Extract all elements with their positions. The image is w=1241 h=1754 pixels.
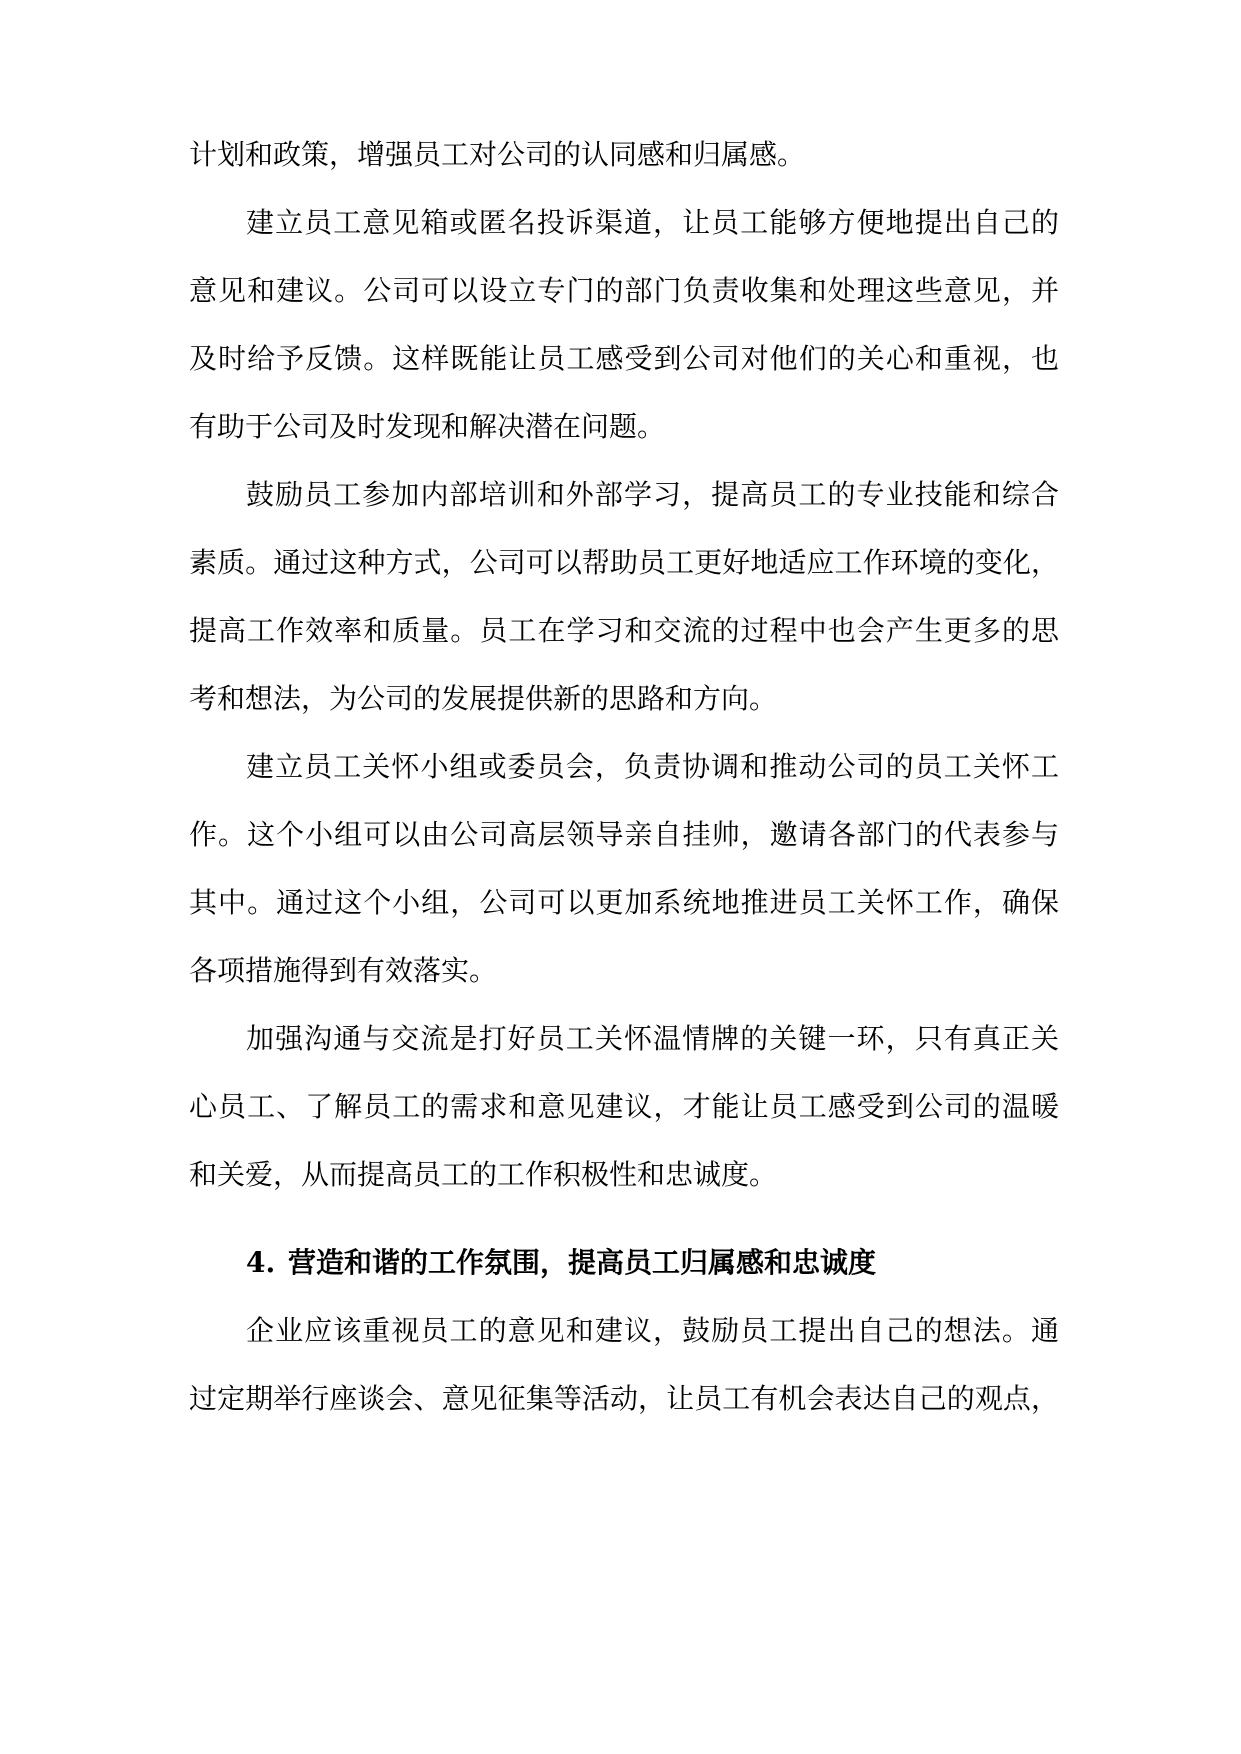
- paragraph-2-line-3: 及时给予反馈。这样既能让员工感受到公司对他们的关心和重视，也: [189, 342, 1059, 375]
- paragraph-3-line-3: 提高工作效率和质量。员工在学习和交流的过程中也会产生更多的思: [189, 614, 1059, 647]
- paragraph-4-line-2: 作。这个小组可以由公司高层领导亲自挂帅，邀请各部门的代表参与: [189, 818, 1059, 851]
- paragraph-4-line-1: 建立员工关怀小组或委员会，负责协调和推动公司的员工关怀工: [246, 750, 1059, 783]
- section-heading-text: 营造和谐的工作氛围，提高员工归属感和忠诚度: [288, 1246, 877, 1279]
- paragraph-4-line-4: 各项措施得到有效落实。: [189, 954, 498, 987]
- paragraph-3-line-4: 考和想法，为公司的发展提供新的思路和方向。: [189, 682, 778, 715]
- paragraph-1-line-1: 计划和政策，增强员工对公司的认同感和归属感。: [189, 138, 806, 171]
- section-heading-number: 4.: [246, 1246, 276, 1279]
- paragraph-2-line-2: 意见和建议。公司可以设立专门的部门负责收集和处理这些意见，并: [189, 274, 1059, 307]
- paragraph-2-line-1: 建立员工意见箱或匿名投诉渠道，让员工能够方便地提出自己的: [246, 206, 1059, 239]
- paragraph-5-line-2: 心员工、了解员工的需求和意见建议，才能让员工感受到公司的温暖: [189, 1090, 1059, 1123]
- paragraph-5-line-3: 和关爱，从而提高员工的工作积极性和忠诚度。: [189, 1158, 778, 1191]
- paragraph-6-line-1: 企业应该重视员工的意见和建议，鼓励员工提出自己的想法。通: [246, 1314, 1059, 1347]
- paragraph-5-line-1: 加强沟通与交流是打好员工关怀温情牌的关键一环，只有真正关: [246, 1022, 1059, 1055]
- section-heading: [246, 1243, 876, 1283]
- paragraph-3-line-2: 素质。通过这种方式，公司可以帮助员工更好地适应工作环境的变化，: [189, 546, 1059, 579]
- paragraph-6-line-2: 过定期举行座谈会、意见征集等活动，让员工有机会表达自己的观点，: [189, 1382, 1059, 1415]
- paragraph-3-line-1: 鼓励员工参加内部培训和外部学习，提高员工的专业技能和综合: [246, 478, 1059, 511]
- paragraph-4-line-3: 其中。通过这个小组，公司可以更加系统地推进员工关怀工作，确保: [189, 886, 1059, 919]
- paragraph-2-line-4: 有助于公司及时发现和解决潜在问题。: [189, 410, 666, 443]
